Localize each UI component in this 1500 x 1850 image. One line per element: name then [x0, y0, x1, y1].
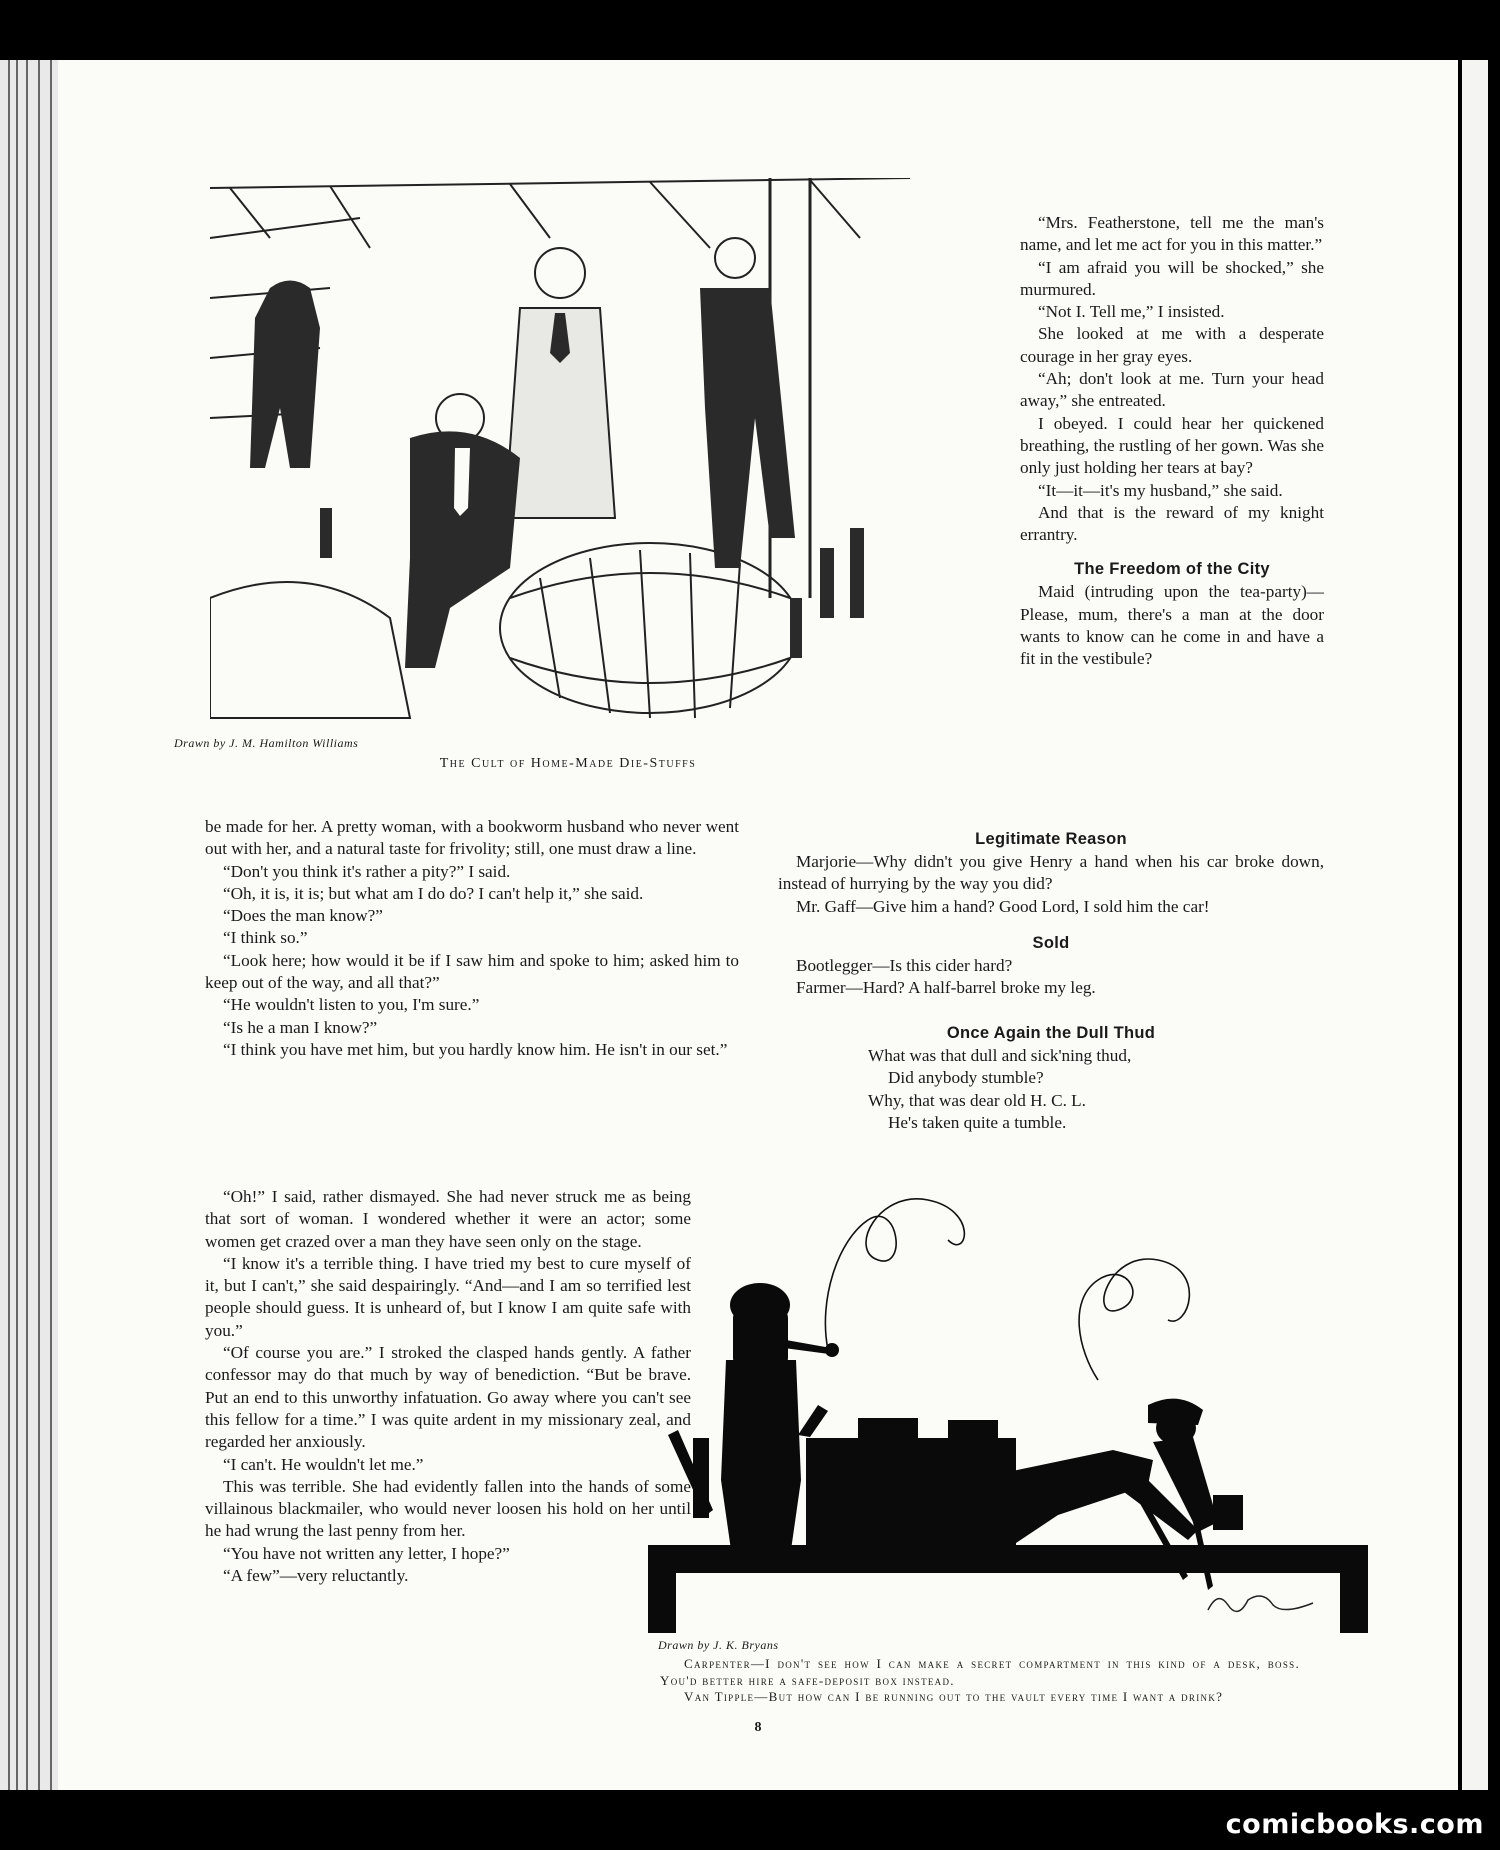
book-binding — [0, 60, 58, 1790]
page-number: 8 — [754, 1720, 762, 1735]
joke-line: Bootlegger—Is this cider hard? — [796, 956, 1013, 975]
paragraph: This was terrible. She had evidently fallen into the hands of some villainous blackmailer, who would never loosen his hold on her until he had wrung the last penny from her. — [205, 1476, 691, 1541]
paragraph: “Mrs. Featherstone, tell me the man's name, and let me act for you in this matter.” — [1020, 213, 1324, 255]
heading-dull-thud: Once Again the Dull Thud — [946, 1024, 1156, 1042]
verse-line: Why, that was dear old H. C. L. — [868, 1090, 1086, 1110]
illustration-caption: The Cult of Home-Made Die-Stuffs — [439, 756, 697, 771]
paragraph: “It—it—it's my husband,” she said. — [1038, 480, 1283, 500]
paragraph: “Ah; don't look at me. Turn your head away,” she entreated. — [1020, 369, 1324, 411]
heading-legitimate-reason: Legitimate Reason — [975, 830, 1127, 848]
verse-line: What was that dull and sick'ning thud, — [868, 1046, 1132, 1065]
paragraph: And that is the reward of my knight errantry. — [1020, 502, 1324, 545]
heading-sold: Sold — [1032, 934, 1070, 952]
left-column-text-wide — [205, 816, 739, 1061]
paragraph: “I think so.” — [223, 928, 308, 948]
next-page-edge — [1462, 60, 1488, 1790]
watermark: comicbooks.com — [1225, 1809, 1484, 1840]
caption-line: Carpenter—I don't see how I can make a secret compartment in this kind of a desk, boss. You'd better hire a safe-deposit box instead. — [660, 1656, 1300, 1688]
paragraph: “Oh!” I said, rather dismayed. She had never struck me as being that sort of woman. I wondered whether it were an actor; some women get crazed over a man they have seen only on the stage. — [205, 1187, 691, 1251]
left-column-text-narrow — [205, 1186, 691, 1587]
paragraph: be made for her. A pretty woman, with a bookworm husband who never went out with her, and a natural taste for frivolity; still, one must draw a line. — [205, 817, 739, 859]
caption-line: Van Tipple—But how can I be running out to the vault every time I want a drink? — [684, 1689, 1224, 1704]
verse-line: He's taken quite a tumble. — [888, 1112, 1067, 1132]
paragraph: She looked at me with a desperate courage in her gray eyes. — [1020, 324, 1324, 366]
paragraph: “Don't you think it's rather a pity?” I said. — [223, 861, 511, 881]
paragraph: “A few”—very reluctantly. — [223, 1566, 409, 1586]
paragraph: I obeyed. I could hear her quickened breathing, the rustling of her gown. Was she only just holding her tears at bay? — [1020, 413, 1324, 478]
paragraph: “I know it's a terrible thing. I have tried my best to cure myself of it, but I can't,” she said despairingly. “And—and I am so terrified lest people should guess. It is unheard of, but I know I am quite safe with you.” — [205, 1253, 691, 1340]
paragraph: Maid (intruding upon the tea-party)—Please, mum, there's a man at the door wants to know can he come in and have a fit in the vestibule? — [1020, 582, 1324, 669]
paragraph: “Oh, it is, it is; but what am I do do? I can't help it,” she said. — [223, 883, 644, 903]
paragraph: “Does the man know?” — [223, 906, 383, 926]
right-column-text — [1020, 212, 1324, 671]
magazine-page — [58, 60, 1458, 1790]
silhouette-credit: Drawn by J. K. Bryans — [658, 1638, 779, 1652]
paragraph: “He wouldn't listen to you, I'm sure.” — [223, 995, 480, 1015]
illustration-credit: Drawn by J. M. Hamilton Williams — [174, 736, 359, 750]
paragraph: “Of course you are.” I stroked the clasped hands gently. A father confessor may do that much by way of benediction. “But be brave. Put an end to this unworthy infatuation. Go away where you can't see this fellow for a time.” I was quite ardent in my missionary zeal, and regarded her anxiously. — [205, 1343, 691, 1452]
illustration-silhouette — [648, 1180, 1368, 1640]
section-heading: The Freedom of the City — [1074, 560, 1270, 579]
joke-line: Marjorie—Why didn't you give Henry a hand when his car broke down, instead of hurrying by the way you did? — [778, 852, 1324, 894]
joke-line: Farmer—Hard? A half-barrel broke my leg. — [796, 978, 1096, 998]
silhouette-caption — [660, 1656, 1300, 1706]
paragraph: “Look here; how would it be if I saw him and spoke to him; asked him to keep out of the way, and all that?” — [205, 950, 739, 993]
verse-line: Did anybody stumble? — [888, 1068, 1044, 1088]
verse-dull-thud — [778, 1010, 1324, 1134]
illustration-cellar-scene — [210, 178, 910, 728]
paragraph: “I am afraid you will be shocked,” she murmured. — [1020, 257, 1324, 299]
paragraph: “I think you have met him, but you hardly know him. He isn't in our set.” — [223, 1039, 728, 1059]
paragraph: “I can't. He wouldn't let me.” — [223, 1454, 424, 1474]
joke-line: Mr. Gaff—Give him a hand? Good Lord, I sold him the car! — [796, 896, 1210, 916]
paragraph: “Not I. Tell me,” I insisted. — [1038, 302, 1225, 322]
joke-legitimate-reason — [778, 830, 1324, 918]
joke-sold — [778, 920, 1324, 1000]
paragraph: “You have not written any letter, I hope?” — [223, 1543, 510, 1563]
paragraph: “Is he a man I know?” — [223, 1017, 378, 1037]
